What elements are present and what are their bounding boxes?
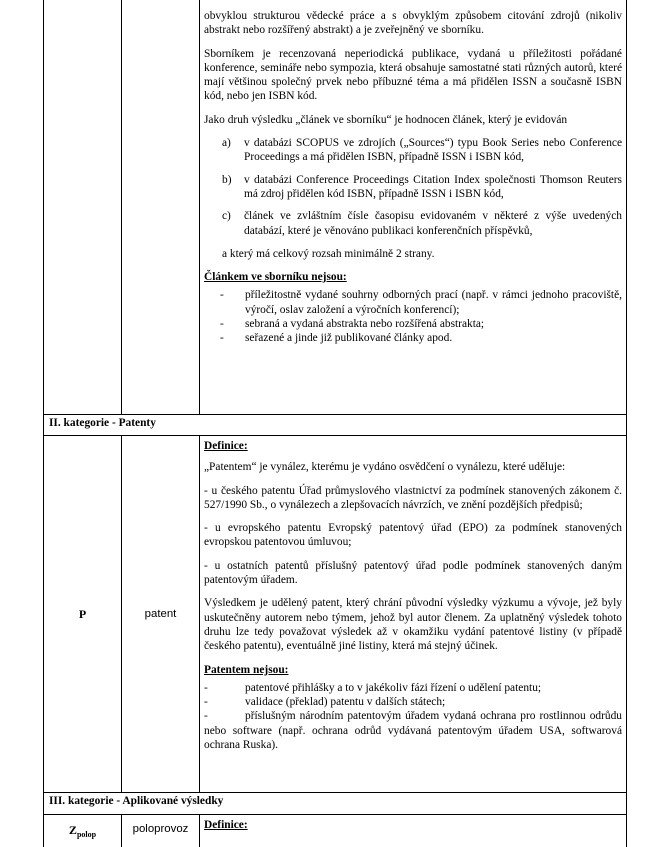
code-label: P [78, 606, 87, 621]
name-cell-patent [121, 435, 199, 792]
code-subscript: polop [76, 830, 97, 839]
definition-cell-continued [199, 0, 627, 414]
rozsah-text: a který má celkový rozsah minimálně 2 strany. [222, 247, 435, 260]
code-cell-patent [43, 435, 121, 792]
list-item: - validace (překlad) patentu v dalších státech; [204, 696, 446, 709]
not-list [204, 681, 622, 752]
list-item: - seřazené a jinde již publikované články apod. [220, 332, 453, 345]
rules-table [43, 0, 627, 847]
list-item: - příslušným národním patentovým úřadem vydaná ochrana pro rostlinnou odrůdu nebo software (např. ochrana odrůd vydávaná patentovým úřadem USA, softwarová ochrana Ruska). [204, 710, 622, 752]
list-item: c) článek ve zvláštním čísle časopisu evidovaném v některé z výše uvedených databází, které je věnováno publikaci konferenčních příspěvků, [222, 210, 622, 237]
list-item: - patentové přihlášky a to v jakékoliv fázi řízení o udělení patentu; [204, 681, 542, 694]
definition-title: Definice: [204, 819, 248, 831]
sbornik-definition: Sborníkem je recenzovaná neperiodická publikace, vydaná u příležitosti pořádané konference, semináře nebo sympozia, která obsahuje samostatné stati různých autorů, které mají většinou společný prvek nebo příbuzné téma a má přidělen ISSN a současně ISBN kód, nebo jen ISBN kód. [204, 47, 622, 103]
type-label: patent [144, 608, 177, 620]
category-header-patents: II. kategorie - Patenty [43, 414, 627, 435]
category-header-applied: III. kategorie - Aplikované výsledky [43, 792, 627, 814]
intro-text: obvyklou strukturou vědecké práce a s obvyklým způsobem citování zdrojů (nikoliv abstrakt nebo rozšířený abstrakt) a je zveřejněný ve sborníku. [204, 10, 622, 37]
patent-intro: „Patentem“ je vynález, kterému je vydáno osvědčení o vynálezu, které uděluje: [204, 461, 566, 474]
code-cell-continued [43, 0, 121, 414]
type-label: poloprovoz [132, 823, 189, 835]
list-item: b) v databázi Conference Proceedings Citation Index společnosti Thomson Reuters má zdroj přidělen kód ISBN, případně ISSN i ISBN kód, [222, 173, 622, 200]
definition-cell-poloprovoz [199, 814, 627, 847]
list-item: - sebraná a vydaná abstrakta nebo rozšířená abstrakta; [220, 318, 485, 331]
code-cell-poloprovoz [43, 814, 121, 847]
not-title: Článkem ve sborníku nejsou: [204, 271, 347, 284]
code-label: Z [68, 823, 77, 837]
definition-cell-patent [199, 435, 627, 792]
patent-result: Výsledkem je udělený patent, který chrání původní výsledky výzkumu a vývoje, jež byly uskutečněny autorem nebo týmem, jehož byl autor členem. Za uplatněný výsledek tohoto druhu lze tedy považovat výsledek až v okamžiku vydání patentové listiny (v případě českého patentu), eventuálně jiné listiny, která má stejný účinek. [204, 597, 622, 653]
list-item: a) v databázi SCOPUS ve zdrojích („Sources“) typu Book Series nebo Conference Proceedings a má přidělen ISBN, případně ISSN i ISBN kód, [222, 137, 622, 164]
patent-item: - u evropského patentu Evropský patentový úřad (EPO) za podmínek stanovených evropskou patentovou úmluvou; [204, 522, 622, 549]
not-list [204, 288, 622, 345]
evidence-list [204, 136, 622, 238]
name-cell-continued [121, 0, 199, 414]
patent-item: - u českého patentu Úřad průmyslového vlastnictví za podmínek stanovených zákonem č. 527/1990 Sb., o vynálezech a zlepšovacích návrzích, ve znění pozdějších předpisů; [204, 484, 622, 511]
list-item: - příležitostně vydané souhrny odborných prací (např. v rámci jednoho pracoviště, výročí, oslav založení a výročních konferencí); [220, 289, 622, 316]
not-title: Patentem nejsou: [204, 663, 289, 676]
patent-item: - u ostatních patentů příslušný patentový úřad podle podmínek stanovených daným patentovým úřadem. [204, 559, 622, 587]
definition-title: Definice: [204, 440, 248, 452]
name-cell-poloprovoz [121, 814, 199, 847]
druh-text: Jako druh výsledku „článek ve sborníku“ je hodnocen článek, který je evidován [204, 113, 568, 126]
